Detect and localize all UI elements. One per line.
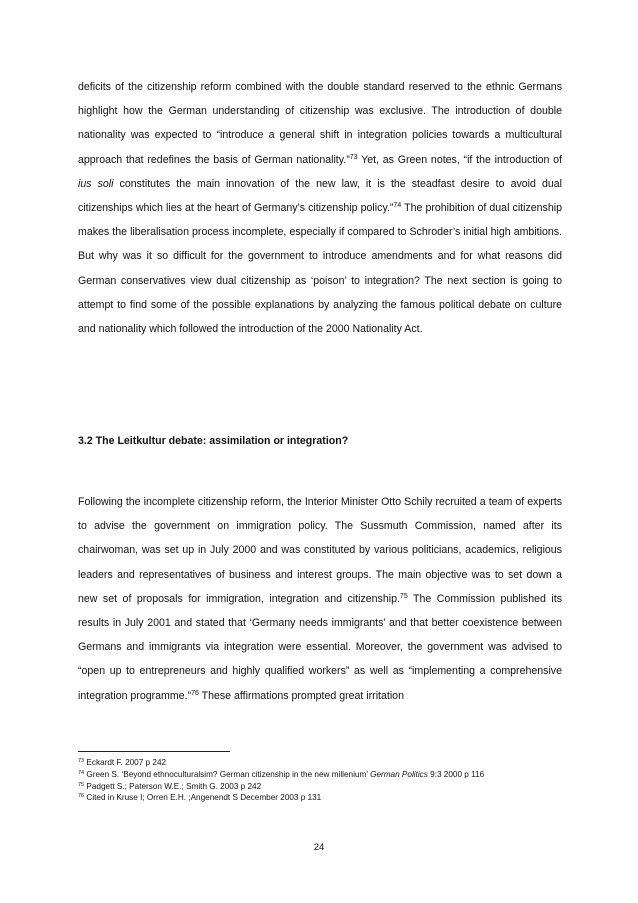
footnote-ref-74[interactable]: 74 <box>393 202 402 210</box>
footnote-text: Eckardt F. 2007 p 242 <box>84 758 167 767</box>
footnote-74 <box>78 769 562 781</box>
footnote-separator <box>78 751 230 752</box>
footnote-number: 76 <box>78 793 85 800</box>
footnotes-list <box>78 757 562 804</box>
paragraph-text: constitutes the main innovation of the new law, it is the steadfast desire to avoid dual citizenships which lies at the heart of Germany’s citizenship policy.” <box>78 177 562 215</box>
body-paragraph <box>78 490 562 708</box>
paragraph-text: These affirmations prompted great irritation <box>198 689 404 702</box>
page-number: 24 <box>313 842 325 853</box>
paragraph-text: deficits of the citizenship reform combined with the double standard reserved to the ethnic Germans highlight how the German understanding of citizenship was exclusive. The introduction of double nationality was expected to “introduce a general shift in integration policies towards a multicultural approach that redefines the basis of German nationality.” <box>78 81 562 166</box>
journal-title: German Politics <box>370 769 428 779</box>
footnote-text: Cited in Kruse I; Orren E.H. ;Angenendt S December 2003 p 131 <box>84 793 322 803</box>
footnote-ref-75[interactable]: 75 <box>399 592 408 600</box>
footnote-text: 9:3 2000 p 116 <box>427 769 485 779</box>
footnote-text: Green S. ‘Beyond ethnoculturalsim? German citizenship in the new millenium’ <box>84 769 371 779</box>
footnote-ref-73[interactable]: 73 <box>349 153 358 161</box>
footnote-73 <box>78 757 562 769</box>
paragraph-text: The prohibition of dual citizenship makes the liberalisation process incomplete, especially if compared to Schroder’s initial high ambitions. But why was it so difficult for the government to introduce amendments and for what reasons did German conservatives view dual citizenship as ‘poison’ to integration? The next section is going to attempt to find some of the possible explanations by analyzing the famous political debate on culture and nationality which followed the introduction of the 2000 Nationality Act. <box>78 202 562 336</box>
paragraph-text: Yet, as Green notes, “if the introduction of <box>357 153 563 166</box>
section-heading: 3.2 The Leitkultur debate: assimilation or integration? <box>78 435 349 447</box>
body-paragraph-continued <box>78 75 562 341</box>
footnote-number: 74 <box>78 769 85 776</box>
footnote-text: Padgett S.; Paterson W.E.; Smith G. 2003 p 242 <box>84 781 262 791</box>
footnote-number: 73 <box>78 758 85 764</box>
footnote-number: 75 <box>78 781 85 788</box>
footnote-76 <box>78 792 562 804</box>
paragraph-text: The Commission published its results in July 2001 and stated that ‘Germany needs immigrants’ and that better coexistence between Germans and immigrants via integration were essential. Moreover, the government was advised to “open up to entrepreneurs and highly qualified workers” as well as “implementing a comprehensive integration programme.” <box>78 592 562 702</box>
paragraph-text: Following the incomplete citizenship reform, the Interior Minister Otto Schily recruited a team of experts to advise the government on immigration policy. The Sussmuth Commission, named after its chairwoman, was set up in July 2000 and was constituted by various politicians, academics, religious leaders and representatives of business and interest groups. The main objective was to set down a new set of proposals for immigration, integration and citizenship. <box>78 496 562 605</box>
footnote-75 <box>78 781 562 793</box>
italic-term: ius soli <box>78 177 114 190</box>
footnote-ref-76[interactable]: 76 <box>191 689 199 697</box>
